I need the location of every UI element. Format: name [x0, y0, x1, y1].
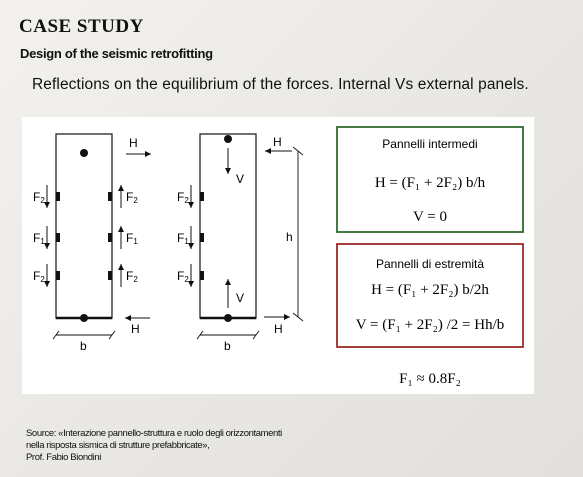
equation-h-intermediate: H = (F₁ + 2F₂) b/h	[374, 175, 486, 191]
force-label: F1	[33, 231, 45, 246]
intermediate-panel-diagram	[33, 134, 151, 353]
source-line: Source: «Interazione pannello-struttura e ruolo degli orizzontamenti	[26, 428, 282, 439]
equation-h-extremity: H = (F₁ + 2F₂) b/2h	[371, 282, 489, 298]
bottom-connection	[80, 314, 88, 322]
force-label: F1	[126, 231, 138, 246]
box-extremity	[337, 244, 523, 347]
connector	[56, 271, 60, 280]
extremity-panel-diagram	[177, 134, 303, 353]
connector	[200, 192, 204, 201]
force-label: F2	[177, 190, 189, 205]
source-line: nella risposta sismica di strutture prefabbricate»,	[26, 440, 210, 451]
slide-description: Reflections on the equilibrium of the forces. Internal Vs external panels.	[32, 76, 529, 93]
figure-panel	[22, 117, 534, 394]
slide-subtitle: Design of the seismic retrofitting	[20, 46, 213, 61]
force-label: F2	[126, 269, 138, 284]
equation-v-extremity: V = (F₁ + 2F₂) /2 = Hh/b	[355, 317, 505, 333]
bottom-connection	[224, 314, 232, 322]
b-label: b	[224, 339, 231, 353]
force-label: F2	[33, 190, 45, 205]
connector	[200, 271, 204, 280]
v-label: V	[236, 291, 245, 305]
h-dimension-label: h	[286, 230, 293, 244]
h-label: H	[129, 136, 138, 150]
equation-v-intermediate: V = 0	[412, 209, 448, 225]
source-line: Prof. Fabio Biondini	[26, 452, 101, 463]
b-label: b	[80, 339, 87, 353]
h-label: H	[131, 322, 140, 336]
connector	[56, 233, 60, 242]
top-connection	[224, 135, 232, 143]
h-label: H	[273, 135, 282, 149]
force-label: F2	[33, 269, 45, 284]
connector	[108, 233, 112, 242]
force-label: F2	[177, 269, 189, 284]
v-label: V	[236, 172, 245, 186]
slide-title: CASE STUDY	[19, 16, 144, 37]
box-intermediate-title: Pannelli intermedi	[382, 137, 478, 151]
source-citation	[26, 428, 282, 464]
h-label: H	[274, 322, 283, 336]
box-extremity-title: Pannelli di estremità	[375, 257, 485, 271]
force-ratio-approximation: F₁ ≈ 0.8F₂	[399, 371, 461, 387]
panel-outline	[56, 134, 112, 318]
top-connection	[80, 149, 88, 157]
box-intermediate	[337, 127, 523, 232]
connector	[108, 271, 112, 280]
force-label: F1	[177, 231, 189, 246]
connector	[200, 233, 204, 242]
force-diagram	[22, 117, 534, 394]
connector	[108, 192, 112, 201]
connector	[56, 192, 60, 201]
force-label: F2	[126, 190, 138, 205]
